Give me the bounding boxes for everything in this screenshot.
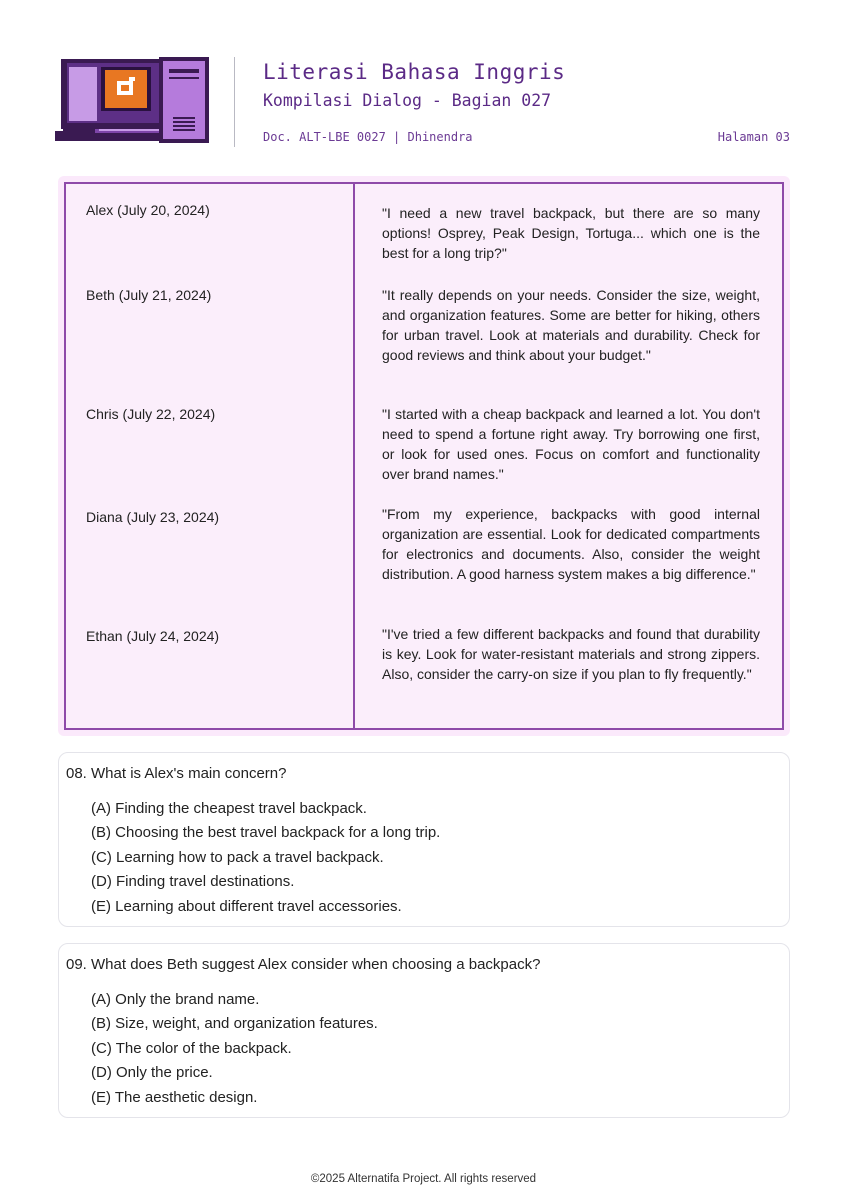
answer-option-a[interactable]: (A) Only the brand name. [91, 991, 260, 1008]
answer-option-d[interactable]: (D) Only the price. [91, 1064, 213, 1082]
answer-option-e[interactable]: (E) The aesthetic design. [91, 1088, 258, 1106]
answer-option-d[interactable]: (D) Finding travel destinations. [91, 873, 295, 891]
dialog-column-divider [353, 184, 355, 728]
footer-copyright: ©2025 Alternatifa Project. All rights reserved [310, 1173, 537, 1185]
answer-option-a[interactable]: (A) Finding the cheapest travel backpack. [91, 800, 367, 817]
answer-option-c[interactable]: (C) Learning how to pack a travel backpack. [91, 848, 384, 866]
dialog-quote: "I need a new travel backpack, but there are so many options! Osprey, Peak Design, Tortuga... which one is the best for a long trip?" [382, 205, 760, 261]
header-divider [234, 57, 235, 147]
question-card [58, 752, 790, 927]
answer-options [91, 797, 440, 919]
question-card [58, 943, 790, 1118]
dialog-quote: "I started with a cheap backpack and learned a lot. You don't need to spend a fortune right away. Try borrowing one first, or look for used ones. Focus on comfort and functionality over brand names." [382, 406, 760, 482]
dialog-speaker: Diana (July 23, 2024) [86, 509, 220, 525]
dialog-quote: "I've tried a few different backpacks and found that durability is key. Look for water-resistant materials and strong zippers. Also, consider the carry-on size if you plan to fly frequently." [382, 626, 760, 682]
answer-option-b[interactable]: (B) Choosing the best travel backpack for a long trip. [91, 824, 441, 842]
document-reference: Doc. ALT-LBE 0027 | Dhinendra [263, 130, 473, 144]
question-text: 09. What does Beth suggest Alex consider when choosing a backpack? [66, 956, 541, 973]
dialog-speaker: Ethan (July 24, 2024) [86, 628, 220, 644]
dialog-quote: "It really depends on your needs. Consider the size, weight, and organization features. Some are better for hiking, others for urban travel. Look at materials and durability. Check for good reviews and think about your budget." [382, 287, 760, 363]
dialog-speaker: Beth (July 21, 2024) [86, 287, 212, 303]
page-title: Literasi Bahasa Inggris [263, 60, 566, 84]
dialog-panel [58, 176, 790, 736]
dialog-speaker: Chris (July 22, 2024) [86, 406, 216, 422]
dialog-speaker: Alex (July 20, 2024) [86, 202, 210, 218]
answer-option-c[interactable]: (C) The color of the backpack. [91, 1039, 292, 1057]
logo-text [62, 82, 63, 83]
alto-computer-logo [55, 57, 210, 145]
page-number: Halaman 03 [717, 130, 790, 144]
dialog-table [64, 182, 784, 730]
page-subtitle: Kompilasi Dialog - Bagian 027 [263, 91, 552, 110]
answer-option-e[interactable]: (E) Learning about different travel accessories. [91, 897, 402, 915]
answer-option-b[interactable]: (B) Size, weight, and organization features. [91, 1015, 378, 1033]
answer-options [91, 988, 378, 1110]
question-text: 08. What is Alex's main concern? [66, 765, 287, 782]
dialog-quote: "From my experience, backpacks with good internal organization are essential. Look for dedicated compartments for electronics and documents. Also, consider the weight distribution. A good harness system makes a big difference." [382, 506, 760, 582]
